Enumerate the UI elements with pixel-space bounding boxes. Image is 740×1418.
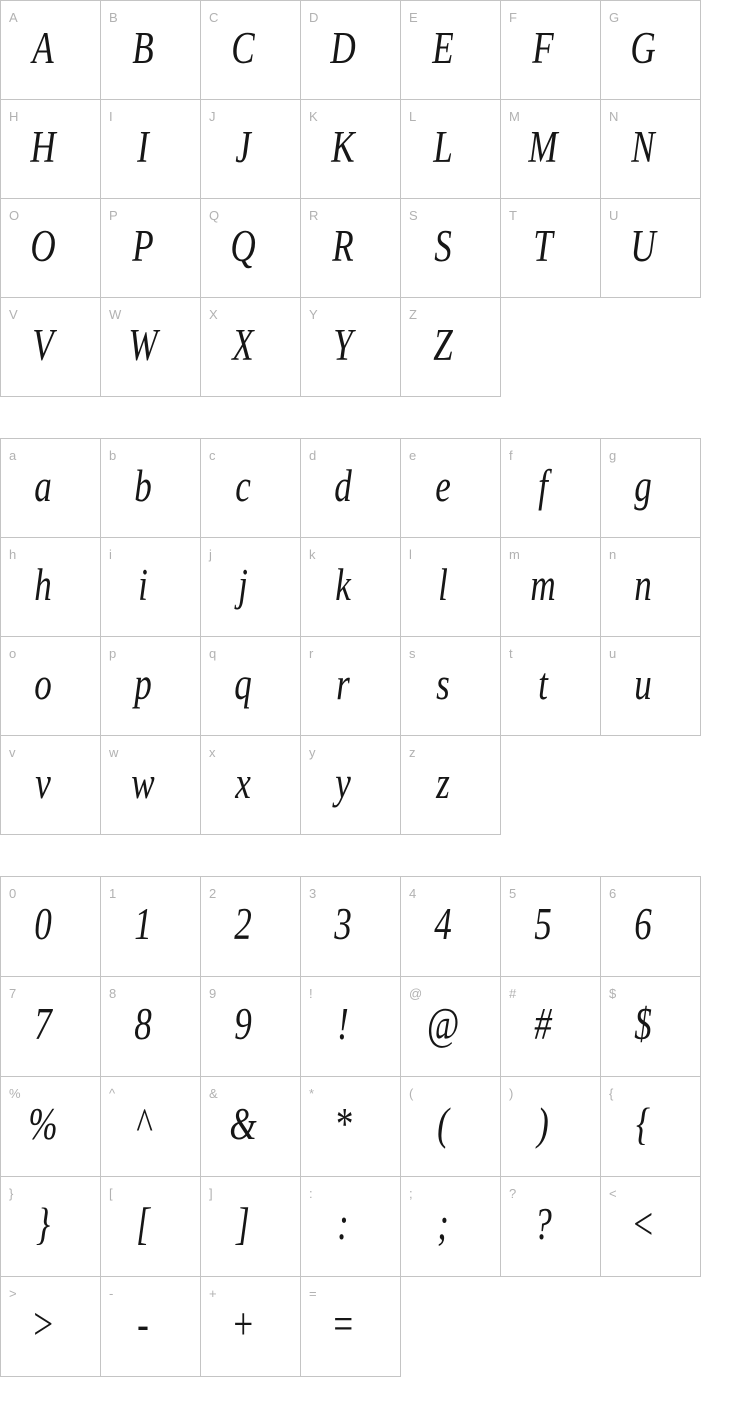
glyph-label: 1 <box>109 886 117 901</box>
glyph-cell <box>0 876 101 977</box>
glyph-label: X <box>209 307 218 322</box>
glyph-cell <box>0 1276 101 1377</box>
glyph-preview: F <box>532 23 554 73</box>
glyph-label: B <box>109 10 118 25</box>
glyph-label: 4 <box>409 886 417 901</box>
glyph-cell <box>200 876 301 977</box>
glyph-preview: a <box>34 461 52 511</box>
glyph-preview: y <box>335 758 351 808</box>
glyph-label: j <box>209 547 212 562</box>
glyph-cell <box>0 438 101 538</box>
glyph-cell <box>100 198 201 298</box>
glyph-cell <box>100 1276 201 1377</box>
glyph-label: ^ <box>109 1086 116 1101</box>
glyph-label: 9 <box>209 986 217 1001</box>
glyph-label: L <box>409 109 417 124</box>
glyph-cell <box>500 537 601 637</box>
glyph-label: s <box>409 646 416 661</box>
glyph-preview: } <box>35 1199 51 1249</box>
glyph-cell <box>100 876 201 977</box>
glyph-preview: j <box>238 560 248 610</box>
glyph-label: U <box>609 208 619 223</box>
glyph-label: d <box>309 448 317 463</box>
glyph-cell <box>300 99 401 199</box>
glyph-label: o <box>9 646 17 661</box>
glyph-cell <box>0 297 101 397</box>
glyph-cell <box>100 99 201 199</box>
charmap-row <box>0 297 740 397</box>
glyph-label: 3 <box>309 886 317 901</box>
glyph-cell <box>0 636 101 736</box>
charmap-row <box>0 99 740 199</box>
glyph-label: Y <box>309 307 318 322</box>
glyph-preview: $ <box>634 999 652 1049</box>
charmap-row <box>0 976 740 1077</box>
glyph-preview: B <box>132 23 154 73</box>
glyph-preview: T <box>533 221 553 271</box>
glyph-preview: Q <box>230 221 256 271</box>
glyph-label: G <box>609 10 620 25</box>
glyph-preview: L <box>433 122 453 172</box>
glyph-cell <box>500 636 601 736</box>
glyph-cell <box>200 99 301 199</box>
glyph-preview: H <box>30 122 56 172</box>
glyph-preview: l <box>438 560 448 610</box>
glyph-preview: x <box>235 758 251 808</box>
glyph-cell <box>500 0 601 100</box>
glyph-preview: Y <box>333 320 353 370</box>
glyph-cell <box>400 537 501 637</box>
glyph-cell <box>600 537 701 637</box>
charmap-row <box>0 636 740 736</box>
glyph-label: N <box>609 109 619 124</box>
glyph-cell <box>0 99 101 199</box>
glyph-label: e <box>409 448 417 463</box>
glyph-cell <box>100 297 201 397</box>
glyph-label: f <box>509 448 513 463</box>
glyph-preview: S <box>434 221 452 271</box>
glyph-cell <box>400 636 501 736</box>
glyph-cell <box>300 636 401 736</box>
glyph-cell <box>400 0 501 100</box>
glyph-label: = <box>309 1286 317 1301</box>
charmap-row <box>0 1076 740 1177</box>
glyph-cell <box>600 0 701 100</box>
glyph-label: M <box>509 109 520 124</box>
glyph-cell <box>200 1076 301 1177</box>
glyph-cell <box>400 735 501 835</box>
charmap-row <box>0 735 740 835</box>
glyph-preview: W <box>128 320 158 370</box>
glyph-preview: o <box>34 659 52 709</box>
glyph-cell <box>300 198 401 298</box>
glyph-label: ] <box>209 1186 213 1201</box>
glyph-label: + <box>209 1286 217 1301</box>
glyph-cell <box>500 1176 601 1277</box>
glyph-cell <box>400 198 501 298</box>
charmap-section-uppercase <box>0 0 740 397</box>
glyph-preview: ! <box>337 999 349 1049</box>
glyph-cell <box>300 297 401 397</box>
glyph-preview: G <box>630 23 656 73</box>
glyph-label: T <box>509 208 517 223</box>
glyph-preview: 3 <box>334 899 352 949</box>
charmap-row <box>0 537 740 637</box>
glyph-label: 6 <box>609 886 617 901</box>
glyph-label: O <box>9 208 20 223</box>
glyph-label: l <box>409 547 412 562</box>
glyph-label: w <box>109 745 119 760</box>
glyph-cell <box>0 537 101 637</box>
glyph-preview: q <box>234 659 252 709</box>
glyph-label: H <box>9 109 19 124</box>
glyph-preview: h <box>34 560 52 610</box>
glyph-label: b <box>109 448 117 463</box>
glyph-cell <box>200 198 301 298</box>
glyph-label: < <box>609 1186 617 1201</box>
glyph-cell <box>100 1076 201 1177</box>
glyph-label: a <box>9 448 17 463</box>
glyph-preview: P <box>132 221 154 271</box>
glyph-preview: @ <box>426 999 460 1049</box>
glyph-cell <box>400 976 501 1077</box>
charmap-row <box>0 1176 740 1277</box>
glyph-preview: f <box>538 461 548 511</box>
glyph-label: $ <box>609 986 617 1001</box>
glyph-preview: ; <box>437 1199 449 1249</box>
glyph-cell <box>500 1076 601 1177</box>
glyph-preview: * <box>334 1099 352 1149</box>
glyph-preview: > <box>31 1299 55 1349</box>
glyph-preview: K <box>331 122 355 172</box>
glyph-preview: C <box>231 23 255 73</box>
glyph-cell <box>300 976 401 1077</box>
glyph-preview: E <box>432 23 454 73</box>
glyph-label: n <box>609 547 617 562</box>
glyph-cell <box>300 537 401 637</box>
glyph-preview: M <box>528 122 558 172</box>
glyph-label: Z <box>409 307 417 322</box>
glyph-label: > <box>9 1286 17 1301</box>
glyph-label: 8 <box>109 986 117 1001</box>
glyph-cell <box>400 438 501 538</box>
glyph-label: * <box>309 1086 315 1101</box>
glyph-cell <box>0 1176 101 1277</box>
glyph-cell <box>600 976 701 1077</box>
glyph-label: q <box>209 646 217 661</box>
glyph-preview: i <box>138 560 148 610</box>
glyph-preview: V <box>32 320 54 370</box>
glyph-cell <box>200 976 301 1077</box>
glyph-preview: 0 <box>34 899 52 949</box>
glyph-preview: R <box>332 221 354 271</box>
glyph-cell <box>600 1176 701 1277</box>
glyph-cell <box>400 1076 501 1177</box>
glyph-preview: ? <box>534 1199 552 1249</box>
glyph-preview: 8 <box>134 999 152 1049</box>
glyph-cell <box>400 1176 501 1277</box>
charmap-section-numerals-and-symbols <box>0 876 740 1377</box>
glyph-cell <box>600 198 701 298</box>
glyph-cell <box>200 735 301 835</box>
glyph-preview: t <box>538 659 548 709</box>
glyph-label: : <box>309 1186 313 1201</box>
glyph-preview: N <box>631 122 655 172</box>
glyph-preview: ( <box>437 1099 449 1149</box>
glyph-preview: 4 <box>434 899 452 949</box>
glyph-label: ! <box>309 986 313 1001</box>
charmap-row <box>0 438 740 538</box>
glyph-preview: J <box>235 122 251 172</box>
glyph-preview: : <box>337 1199 349 1249</box>
glyph-preview: + <box>231 1299 255 1349</box>
glyph-cell <box>200 1176 301 1277</box>
glyph-label: % <box>9 1086 21 1101</box>
glyph-preview: u <box>634 659 652 709</box>
glyph-label: W <box>109 307 122 322</box>
glyph-preview: e <box>435 461 451 511</box>
glyph-label: & <box>209 1086 218 1101</box>
glyph-cell <box>600 99 701 199</box>
glyph-label: g <box>609 448 617 463</box>
glyph-label: A <box>9 10 18 25</box>
glyph-label: ( <box>409 1086 414 1101</box>
glyph-preview: 6 <box>634 899 652 949</box>
glyph-label: - <box>109 1286 114 1301</box>
glyph-cell <box>600 636 701 736</box>
glyph-preview: 1 <box>134 899 152 949</box>
glyph-cell <box>300 438 401 538</box>
charmap-section-lowercase <box>0 438 740 835</box>
glyph-label: # <box>509 986 517 1001</box>
glyph-preview: & <box>229 1099 257 1149</box>
glyph-cell <box>300 1176 401 1277</box>
glyph-label: P <box>109 208 118 223</box>
charmap-row <box>0 198 740 298</box>
glyph-preview: n <box>634 560 652 610</box>
glyph-preview: z <box>436 758 450 808</box>
glyph-label: { <box>609 1086 614 1101</box>
glyph-label: } <box>9 1186 14 1201</box>
glyph-cell <box>600 1076 701 1177</box>
glyph-preview: w <box>131 758 155 808</box>
charmap-row <box>0 876 740 977</box>
glyph-preview: 2 <box>234 899 252 949</box>
glyph-preview: g <box>634 461 652 511</box>
glyph-preview: O <box>30 221 56 271</box>
glyph-preview: = <box>331 1299 355 1349</box>
glyph-preview: v <box>35 758 51 808</box>
glyph-preview: ) <box>537 1099 549 1149</box>
glyph-label: m <box>509 547 520 562</box>
glyph-cell <box>300 1076 401 1177</box>
glyph-cell <box>400 876 501 977</box>
glyph-cell <box>200 438 301 538</box>
glyph-preview: D <box>330 23 356 73</box>
glyph-cell <box>200 297 301 397</box>
glyph-preview: d <box>334 461 352 511</box>
glyph-label: K <box>309 109 318 124</box>
glyph-preview: < <box>631 1199 655 1249</box>
glyph-label: c <box>209 448 216 463</box>
glyph-cell <box>0 0 101 100</box>
glyph-cell <box>300 876 401 977</box>
glyph-label: y <box>309 745 316 760</box>
glyph-label: D <box>309 10 319 25</box>
glyph-cell <box>500 876 601 977</box>
glyph-cell <box>100 537 201 637</box>
glyph-label: k <box>309 547 316 562</box>
glyph-preview: [ <box>136 1199 150 1249</box>
glyph-cell <box>200 636 301 736</box>
glyph-cell <box>400 99 501 199</box>
glyph-label: z <box>409 745 416 760</box>
glyph-label: J <box>209 109 216 124</box>
glyph-label: t <box>509 646 513 661</box>
glyph-preview: A <box>32 23 54 73</box>
glyph-label: v <box>9 745 16 760</box>
glyph-label: 7 <box>9 986 17 1001</box>
glyph-cell <box>0 1076 101 1177</box>
glyph-cell <box>100 0 201 100</box>
glyph-label: V <box>9 307 18 322</box>
glyph-label: E <box>409 10 418 25</box>
glyph-preview: k <box>335 560 351 610</box>
glyph-label: h <box>9 547 17 562</box>
glyph-cell <box>500 99 601 199</box>
glyph-preview: I <box>137 122 149 172</box>
glyph-cell <box>300 0 401 100</box>
glyph-label: ) <box>509 1086 514 1101</box>
glyph-cell <box>400 297 501 397</box>
glyph-cell <box>600 876 701 977</box>
glyph-cell <box>500 438 601 538</box>
glyph-cell <box>200 1276 301 1377</box>
charmap-row <box>0 0 740 100</box>
glyph-cell <box>100 438 201 538</box>
glyph-preview: - <box>137 1299 149 1349</box>
glyph-preview: X <box>232 320 254 370</box>
glyph-preview: U <box>630 221 656 271</box>
glyph-preview: Z <box>433 320 453 370</box>
glyph-cell <box>0 976 101 1077</box>
glyph-label: [ <box>109 1186 113 1201</box>
glyph-cell <box>0 198 101 298</box>
glyph-label: 0 <box>9 886 17 901</box>
glyph-label: 2 <box>209 886 217 901</box>
glyph-cell <box>600 438 701 538</box>
glyph-preview: { <box>635 1099 651 1149</box>
glyph-cell <box>0 735 101 835</box>
glyph-label: ; <box>409 1186 413 1201</box>
glyph-cell <box>200 0 301 100</box>
charmap-row <box>0 1276 740 1377</box>
glyph-preview: 5 <box>534 899 552 949</box>
glyph-preview: 7 <box>34 999 52 1049</box>
glyph-label: F <box>509 10 517 25</box>
glyph-label: S <box>409 208 418 223</box>
glyph-cell <box>100 1176 201 1277</box>
glyph-cell <box>100 735 201 835</box>
glyph-preview: ^ <box>135 1099 151 1149</box>
glyph-label: p <box>109 646 117 661</box>
glyph-label: R <box>309 208 319 223</box>
glyph-preview: r <box>336 659 350 709</box>
glyph-cell <box>100 976 201 1077</box>
glyph-preview: 9 <box>234 999 252 1049</box>
glyph-label: i <box>109 547 112 562</box>
glyph-label: 5 <box>509 886 517 901</box>
glyph-label: @ <box>409 986 423 1001</box>
glyph-preview: b <box>134 461 152 511</box>
glyph-cell <box>500 976 601 1077</box>
glyph-cell <box>300 735 401 835</box>
glyph-preview: # <box>534 999 552 1049</box>
glyph-preview: p <box>134 659 152 709</box>
glyph-preview: % <box>28 1099 58 1149</box>
glyph-label: ? <box>509 1186 517 1201</box>
glyph-preview: c <box>235 461 251 511</box>
glyph-preview: ] <box>236 1199 250 1249</box>
glyph-cell <box>500 198 601 298</box>
glyph-label: r <box>309 646 314 661</box>
glyph-label: Q <box>209 208 220 223</box>
glyph-cell <box>200 537 301 637</box>
glyph-preview: m <box>530 560 556 610</box>
glyph-cell <box>300 1276 401 1377</box>
glyph-label: I <box>109 109 113 124</box>
glyph-label: C <box>209 10 219 25</box>
glyph-label: x <box>209 745 216 760</box>
glyph-cell <box>100 636 201 736</box>
glyph-preview: s <box>436 659 450 709</box>
glyph-label: u <box>609 646 617 661</box>
